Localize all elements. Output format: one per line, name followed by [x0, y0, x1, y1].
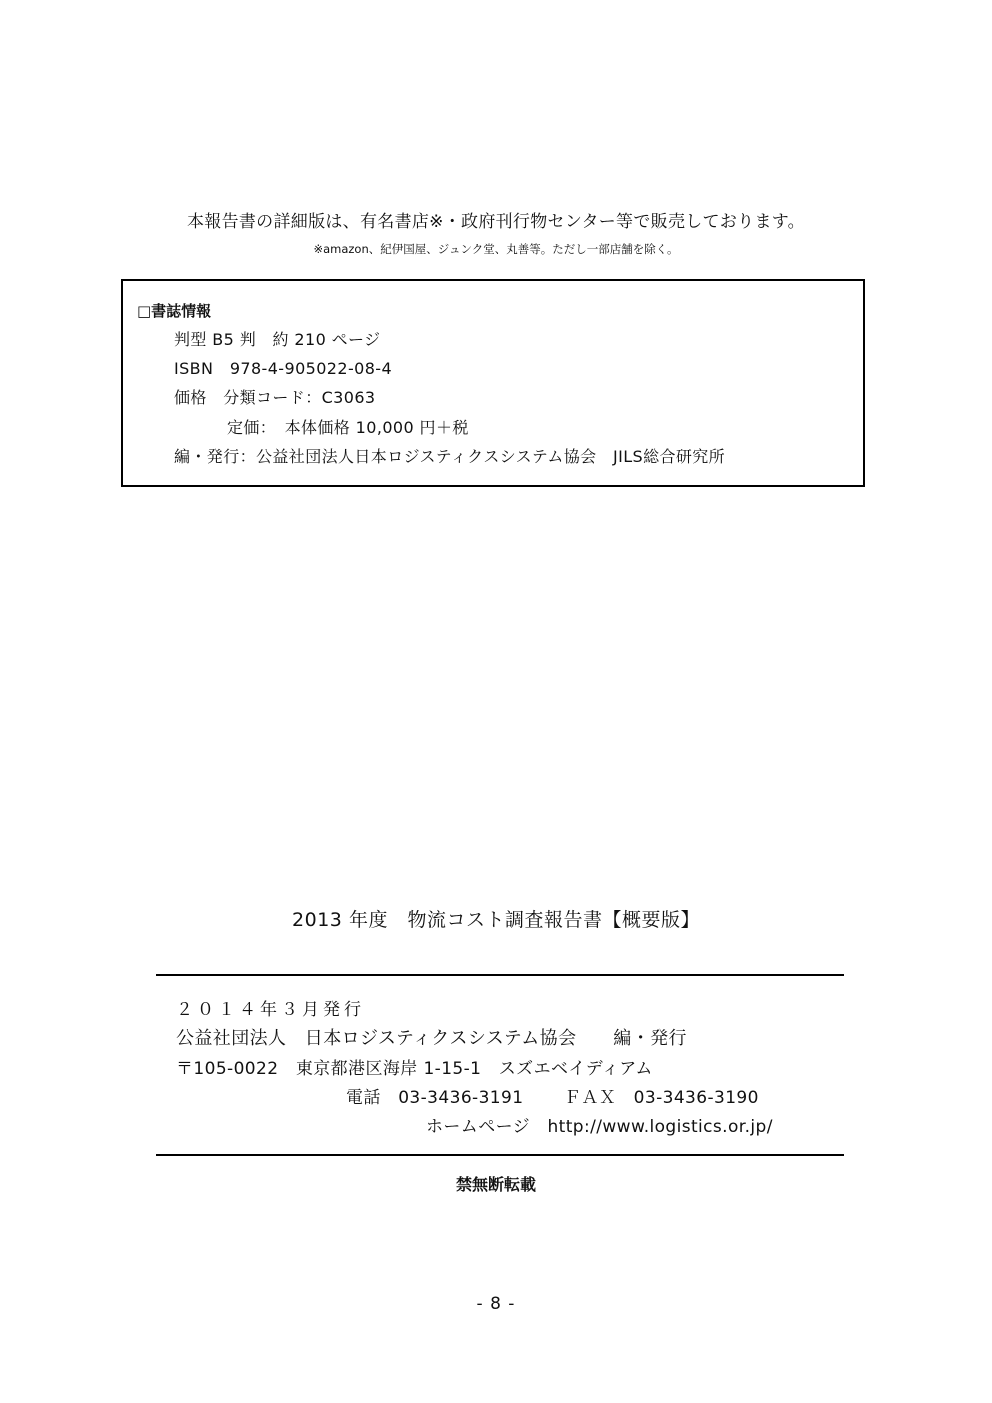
no-reprint-notice: 禁無断転載	[455, 1175, 536, 1194]
bibliography-price: 定価： 本体価格 10,000 円＋税	[227, 418, 469, 437]
colophon-phone-fax: 電話 03-3436-3191 ＦＡＸ 03-3436-3190	[346, 1088, 759, 1108]
sales-notice: 本報告書の詳細版は、有名書店※・政府刊行物センター等で販売しております。	[186, 212, 805, 232]
bibliography-publisher: 編・発行：公益社団法人日本ロジスティクスシステム協会 JILS総合研究所	[174, 447, 726, 466]
sales-notice-footnote: ※amazon、紀伊国屋、ジュンク堂、丸善等。ただし一部店舗を除く。	[313, 242, 679, 256]
page-number: - 8 -	[476, 1294, 516, 1314]
colophon-title: 2013 年度 物流コスト調査報告書【概要版】	[292, 909, 700, 931]
colophon-bottom-rule	[156, 1154, 844, 1156]
colophon-homepage[interactable]: ホームページ http://www.logistics.or.jp/	[426, 1117, 773, 1137]
colophon-organization: 公益社団法人 日本ロジスティクスシステム協会 編・発行	[176, 1028, 687, 1049]
bibliography-price-code: 価格 分類コード：C3063	[174, 388, 376, 407]
bibliography-title: □書誌情報	[137, 302, 212, 320]
colophon-address: 〒105-0022 東京都港区海岸 1-15-1 スズエベイディアム	[176, 1059, 653, 1079]
colophon-issue-date: ２０１４年３月発行	[176, 1000, 365, 1020]
colophon-top-rule	[156, 974, 844, 976]
bibliography-isbn: ISBN 978-4-905022-08-4	[174, 359, 393, 378]
bibliography-format: 判型 B5 判 約 210 ページ	[174, 330, 381, 349]
bibliography-box	[121, 279, 865, 487]
